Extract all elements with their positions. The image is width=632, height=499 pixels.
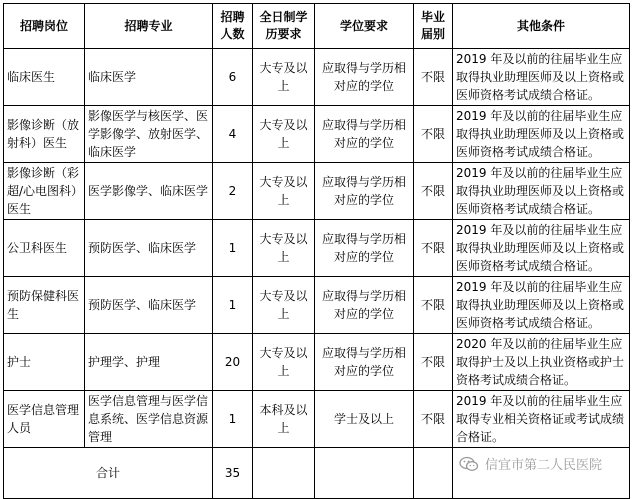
cell-other: 2019 年及以前的往届毕业生应取得执业助理医师及以上资格或医师资格考试成绩合格证。 <box>453 106 630 163</box>
cell-grad: 不限 <box>414 277 453 334</box>
cell-post: 影像诊断（彩超/心电图科）医生 <box>4 163 85 220</box>
cell-count: 1 <box>213 391 253 448</box>
cell-edu: 大专及以上 <box>253 220 315 277</box>
header-degree: 学位要求 <box>315 4 414 49</box>
header-grad: 毕业届别 <box>414 4 453 49</box>
cell-edu: 大专及以上 <box>253 334 315 391</box>
header-other: 其他条件 <box>453 4 630 49</box>
cell-post: 公卫科医生 <box>4 220 85 277</box>
cell-degree: 应取得与学历相对应的学位 <box>315 220 414 277</box>
table-row <box>4 106 630 163</box>
header-edu: 全日制学历要求 <box>253 4 315 49</box>
cell-other: 2020 年及以前的往届毕业生应取得护士及以上执业资格或护士资格考试成绩合格证。 <box>453 334 630 391</box>
table-row <box>4 220 630 277</box>
cell-grad: 不限 <box>414 106 453 163</box>
cell-edu: 本科及以上 <box>253 391 315 448</box>
cell-post: 临床医生 <box>4 49 85 106</box>
total-count: 35 <box>213 448 253 499</box>
cell-count: 20 <box>213 334 253 391</box>
header-major: 招聘专业 <box>85 4 213 49</box>
table-row <box>4 49 630 106</box>
wechat-icon <box>459 456 479 472</box>
cell-edu: 大专及以上 <box>253 106 315 163</box>
cell-major: 临床医学 <box>85 49 213 106</box>
cell-degree: 应取得与学历相对应的学位 <box>315 163 414 220</box>
header-count: 招聘人数 <box>213 4 253 49</box>
header-row <box>4 4 630 49</box>
cell-grad: 不限 <box>414 220 453 277</box>
cell-degree: 应取得与学历相对应的学位 <box>315 49 414 106</box>
recruitment-table <box>3 3 630 499</box>
cell-count: 2 <box>213 163 253 220</box>
total-empty-cell <box>414 448 453 499</box>
cell-count: 4 <box>213 106 253 163</box>
cell-degree: 应取得与学历相对应的学位 <box>315 106 414 163</box>
cell-other: 2019 年及以前的往届毕业生应取得执业助理医师及以上资格或医师资格考试成绩合格证。 <box>453 163 630 220</box>
cell-major: 医学影像学、临床医学 <box>85 163 213 220</box>
table-row <box>4 334 630 391</box>
table-row <box>4 163 630 220</box>
cell-other: 2019 年及以前的往届毕业生应取得执业助理医师及以上资格或医师资格考试成绩合格证。 <box>453 220 630 277</box>
cell-count: 1 <box>213 277 253 334</box>
cell-other: 2019 年及以前的往届毕业生应取得执业助理医师及以上资格或医师资格考试成绩合格证。 <box>453 49 630 106</box>
cell-edu: 大专及以上 <box>253 49 315 106</box>
total-empty-cell <box>253 448 315 499</box>
cell-count: 6 <box>213 49 253 106</box>
cell-major: 医学信息管理与医学信息系统、医学信息资源管理 <box>85 391 213 448</box>
cell-major: 预防医学、临床医学 <box>85 220 213 277</box>
cell-count: 1 <box>213 220 253 277</box>
header-post: 招聘岗位 <box>4 4 85 49</box>
cell-post: 医学信息管理人员 <box>4 391 85 448</box>
cell-major: 影像医学与核医学、医学影像学、放射医学、临床医学 <box>85 106 213 163</box>
table-row <box>4 277 630 334</box>
cell-post: 预防保健科医生 <box>4 277 85 334</box>
cell-edu: 大专及以上 <box>253 277 315 334</box>
cell-major: 预防医学、临床医学 <box>85 277 213 334</box>
watermark-text: 信宜市第二人民医院 <box>484 458 602 473</box>
cell-other: 2019 年及以前的往届毕业生应取得专业相关资格证或考试成绩合格证。 <box>453 391 630 448</box>
cell-post: 影像诊断（放射科）医生 <box>4 106 85 163</box>
cell-degree: 应取得与学历相对应的学位 <box>315 277 414 334</box>
watermark <box>459 454 602 473</box>
cell-degree: 学士及以上 <box>315 391 414 448</box>
cell-post: 护士 <box>4 334 85 391</box>
cell-edu: 大专及以上 <box>253 163 315 220</box>
cell-grad: 不限 <box>414 334 453 391</box>
cell-major: 护理学、护理 <box>85 334 213 391</box>
total-empty-cell <box>315 448 414 499</box>
cell-other: 2019 年及以前的往届毕业生应取得执业助理医师及以上资格或医师资格考试成绩合格证。 <box>453 277 630 334</box>
cell-grad: 不限 <box>414 391 453 448</box>
cell-degree: 应取得与学历相对应的学位 <box>315 334 414 391</box>
cell-grad: 不限 <box>414 49 453 106</box>
total-label: 合计 <box>4 448 213 499</box>
cell-grad: 不限 <box>414 163 453 220</box>
table-row <box>4 391 630 448</box>
